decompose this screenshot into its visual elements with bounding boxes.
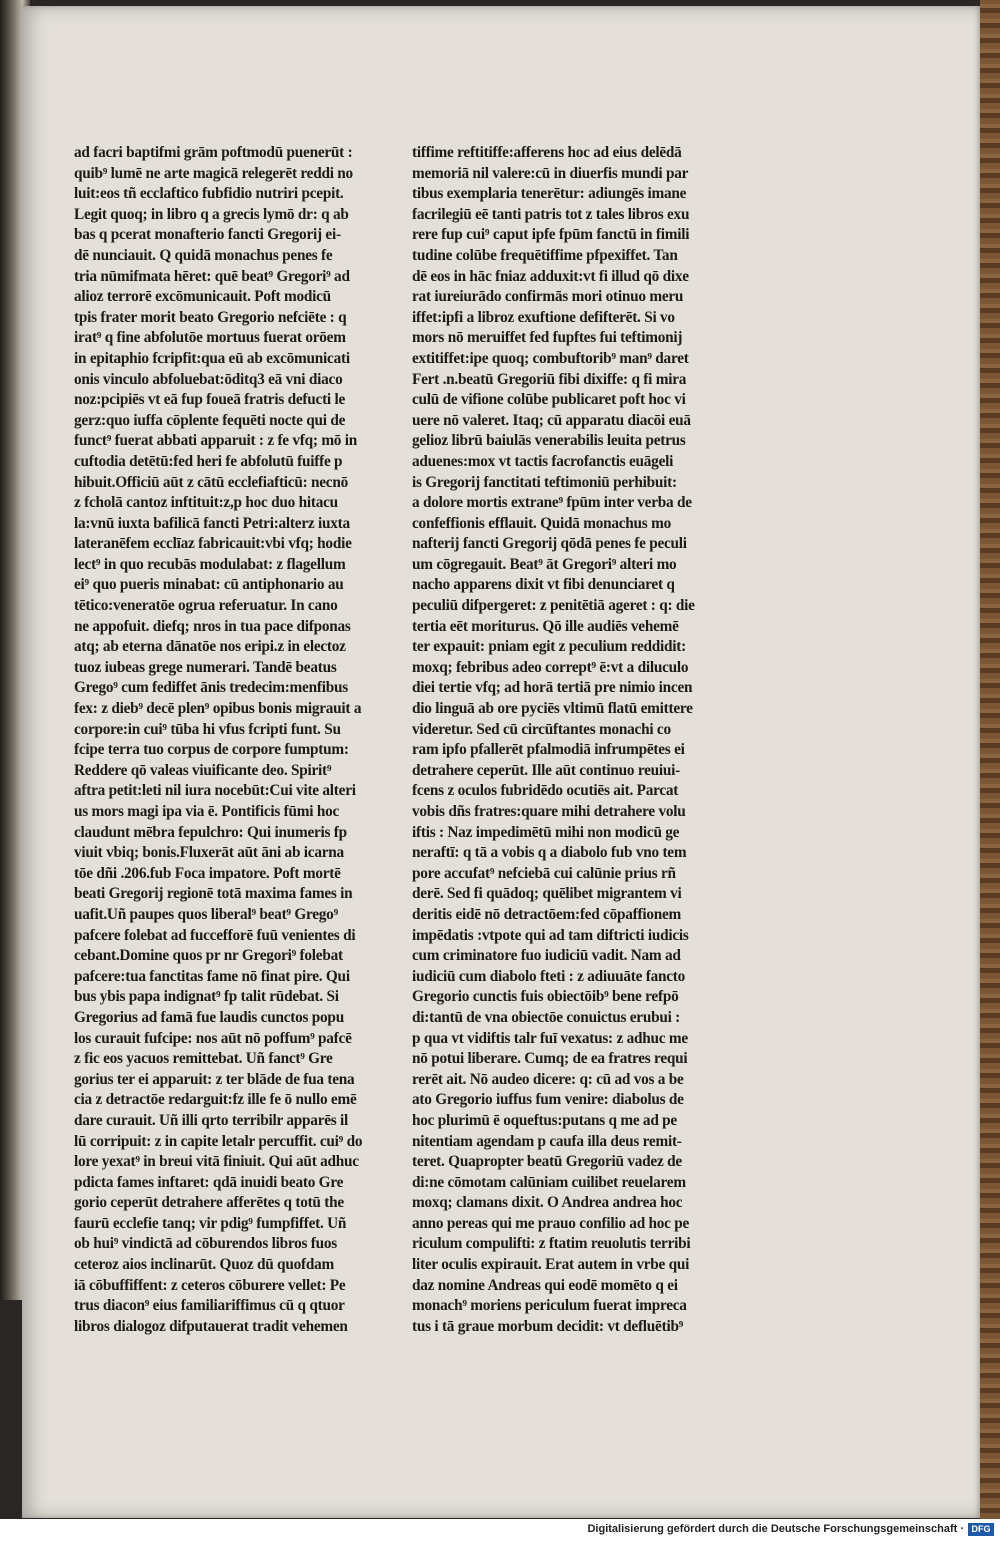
text-line: deritis eidē nō detractōem:fed cōpaffionem xyxy=(412,905,682,923)
text-line: hibuit.Officiū aūt z cātū ecclefiafticū: necnō xyxy=(74,473,348,491)
text-line: tus i tā graue morbum decidit: vt defluētib⁹ xyxy=(412,1317,684,1335)
dfg-logo: DFG xyxy=(968,1523,994,1536)
text-line: lect⁹ in quo recubās modulabat: z flagellum xyxy=(74,555,346,573)
text-line: beati Gregorij regionē totā maxima fames in xyxy=(74,885,353,903)
text-line: tertia eēt moriturus. Qō ille audiēs vehemē xyxy=(412,617,679,635)
text-line: ad facri baptifmi grām poftmodū puenerūt : xyxy=(74,144,353,161)
text-line: rerēt ait. Nō audeo dicere: q: cū ad vos a be xyxy=(412,1070,684,1088)
text-line: di:ne cōmotam calūniam cuilibet reuelarem xyxy=(412,1173,686,1191)
text-line: uafit.Uñ paupes quos liberal⁹ beat⁹ Grego⁹ xyxy=(74,905,338,923)
text-line: cum criminatore fuo iudiciū vadit. Nam ad xyxy=(412,947,681,965)
text-line: claudunt mēbra fepulchro: Qui inumeris fp xyxy=(74,823,347,841)
text-line: detrahere ceperūt. Ille aūt continuo reuiui- xyxy=(412,761,680,779)
text-line: irat⁹ q fine abfolutōe mortuus fuerat orōem xyxy=(74,329,346,347)
text-line: facrilegiū eē tanti patris tot z tales libros exu xyxy=(412,205,690,223)
text-line: confeffionis efflauit. Quidā monachus mo xyxy=(412,514,671,532)
text-line: aftra petit:leti nil iura nocebūt:Cui vite alteri xyxy=(74,782,356,800)
text-line: di:tantū de vna obiectōe conuictus erubui : xyxy=(412,1008,681,1026)
text-line: culū de vifione colūbe publicaret poft hoc vi xyxy=(412,391,686,409)
text-line: ceteroz aios inclinarūt. Quoz dū quofdam xyxy=(74,1256,334,1274)
text-line: bus ybis papa indignat⁹ fp talit rūdebat. Si xyxy=(74,988,339,1006)
text-line: gorius ter ei apparuit: z ter blāde de fua tena xyxy=(74,1070,355,1088)
text-line: iā cōbuffiffent: z ceteros cōburere vellet: Pe xyxy=(74,1276,346,1294)
text-line: gorio ceperūt detrahere afferētes q totū the xyxy=(74,1194,344,1212)
funding-credit: Digitalisierung gefördert durch die Deutsche Forschungsgemeinschaft · xyxy=(587,1523,964,1535)
text-line: noz:pcipiēs vt eā fup foueā fratris defucti le xyxy=(74,391,346,409)
text-line: onis vinculo abfoluebat:ōditq3 eā vni diaco xyxy=(74,370,343,388)
text-line: neraftī: q tā a vobis q a diabolo fub vno tem xyxy=(412,844,687,862)
text-column-right xyxy=(412,143,742,1337)
text-line: iffet:ipfi a libroz exuftione defifterēt. Si vo xyxy=(412,308,675,326)
text-line: impēdatis :vtpote qui ad tam diftricti iudicis xyxy=(412,926,689,944)
text-line: extitiffet:ipe quoq; combuftorib⁹ man⁹ daret xyxy=(412,349,689,367)
text-line: videretur. Sed cū circūftantes monachi co xyxy=(412,720,671,738)
text-line: pore accufat⁹ nefciebā cui calūnie prius rñ xyxy=(412,864,676,882)
text-line: pafcere:tua fanctitas fame nō finat pire. Qui xyxy=(74,967,350,985)
decorative-border xyxy=(980,0,1000,1519)
text-line: liter oculis expirauit. Erat autem in vrbe qui xyxy=(412,1256,690,1274)
text-line: Legit quoq; in libro q a grecis lymō dr: q ab xyxy=(74,205,349,223)
footer-bar xyxy=(0,1519,1000,1541)
text-line: ei⁹ quo pueris minabat: cū antiphonario au xyxy=(74,576,344,594)
text-line: ob hui⁹ vindictā ad cōburendos libros fuos xyxy=(74,1235,337,1253)
text-line: Gregorius ad famā fue laudis cunctos popu xyxy=(74,1008,344,1026)
text-line: diei tertie vfq; ad horā tertiā pre nimio incen xyxy=(412,679,693,697)
text-line: dare curauit. Uñ illi qrto terribilr apparēs il xyxy=(74,1111,349,1129)
text-line: atq; ab eterna dānatōe nos eripi.z in electoz xyxy=(74,638,346,656)
text-line: lū corripuit: z in capite letalr percuffit. cui⁹ do xyxy=(74,1132,363,1150)
text-line: tiffime reftitiffe:afferens hoc ad eius delēdā xyxy=(412,144,682,161)
text-line: Grego⁹ cum fediffet ānis tredecim:menfibus xyxy=(74,679,348,697)
text-line: ato Gregorio iuffus fum venire: diabolus de xyxy=(412,1091,684,1109)
text-line: iftis : Naz impedimētū mihi non modicū ge xyxy=(412,823,680,841)
text-line: p qua vt vidiftis talr fuī vexatus: z adhuc me xyxy=(412,1029,688,1047)
text-line: z fic eos yacuos remittebat. Uñ fanct⁹ Gre xyxy=(74,1050,333,1068)
text-line: uere nō valeret. Itaq; cū apparatu diacōi euā xyxy=(412,411,691,429)
text-line: la:vnū iuxta bafilicā fancti Petri:alterz iuxta xyxy=(74,514,350,532)
text-line: moxq; febribus adeo corrept⁹ ē:vt a diluculo xyxy=(412,658,689,676)
text-line: bas q pcerat monafterio fancti Gregorij ei- xyxy=(74,226,341,244)
text-line: funct⁹ fuerat abbati apparuit : z fe vfq; mō in xyxy=(74,432,358,450)
text-line: faurū ecclefie tanq; vir pdig⁹ fumpfiffet. Uñ xyxy=(74,1214,347,1232)
text-line: lateranēfem ecclīaz fabricauit:vbi vfq; hodie xyxy=(74,535,352,553)
text-line: riculum compulifti: z ftatim reuolutis terribi xyxy=(412,1235,691,1253)
text-line: ter expauit: pniam egit z peculium reddidit: xyxy=(412,638,686,656)
text-line: us mors magi ipa via ē. Pontificis fūmi hoc xyxy=(74,803,340,820)
text-line: corpore:in cui⁹ tūba hi vfus fcripti funt. Su xyxy=(74,720,341,738)
text-line: tōe dñi .206.fub Foca impatore. Poft mortē xyxy=(74,864,341,882)
text-line: los curauit fufcipe: nos aūt nō poffum⁹ pafcē xyxy=(74,1029,352,1047)
text-line: nacho apparens dixit vt fibi denunciaret q xyxy=(412,576,675,594)
text-line: viuit vbiq; bonis.Fluxerāt aūt āni ab icarna xyxy=(74,844,344,862)
text-line: a dolore mortis extrane⁹ fpūm inter verba de xyxy=(412,494,692,512)
text-line: monach⁹ moriens periculum fuerat impreca xyxy=(412,1297,687,1315)
text-line: pdicta fames inftaret: qdā inuidi beato Gre xyxy=(74,1173,344,1191)
text-line: um cōgregauit. Beat⁹ āt Gregori⁹ alteri mo xyxy=(412,555,677,573)
text-line: tētico:veneratōe ogrua referuatur. In cano xyxy=(74,597,338,615)
text-line: aduenes:mox vt tactis facrofanctis euāgeli xyxy=(412,452,674,470)
text-line: nō potui liberare. Cumq; de ea fratres requi xyxy=(412,1050,688,1068)
text-line: dē nunciauit. Q quidā monachus penes fe xyxy=(74,246,333,264)
text-line: memoriā nil valere:cū in diuerfis mundi par xyxy=(412,164,689,182)
text-line: Fert .n.beatū Gregoriū fibi dixiffe: q fi mira xyxy=(412,370,687,388)
text-line: quib⁹ lumē ne arte magicā relegerēt reddi no xyxy=(74,164,353,182)
text-line: teret. Quapropter beatū Gregoriū vadez de xyxy=(412,1153,682,1171)
text-line: gelioz librū baiulās venerabilis leuita petrus xyxy=(412,432,686,450)
text-line: is Gregorij fanctitati teftimoniū perhibuit: xyxy=(412,473,677,491)
text-line: rat iureiurādo confirmās mori otinuo meru xyxy=(412,288,684,306)
text-line: Gregorio cunctis fuis obiectōib⁹ bene refpō xyxy=(412,988,679,1006)
text-line: ram ipfo pfallerēt pfalmodiā infrumpētes ei xyxy=(412,741,685,759)
text-line: peculiū difpergeret: z penitētiā ageret : q: die xyxy=(412,597,695,615)
text-line: cebant.Domine quos pr nr Gregori⁹ folebat xyxy=(74,947,343,965)
text-line: dē eos in hāc fniaz adduxit:vt fi illud qō dixe xyxy=(412,267,689,285)
text-line: pafcere folebat ad fuccefforē fuū venientes di xyxy=(74,926,356,944)
text-line: hoc plurimū ē oqueftus:putans q me ad pe xyxy=(412,1111,677,1129)
text-line: moxq; clamans dixit. O Andrea andrea hoc xyxy=(412,1194,683,1212)
text-line: fex: z dieb⁹ decē plen⁹ opibus bonis migrauit a xyxy=(74,700,362,718)
text-line: mors nō meruiffet fed fupftes fui teftimonij xyxy=(412,329,683,347)
text-line: in epitaphio fcripfit:qua eū ab excōmunicati xyxy=(74,349,350,367)
text-line: nitentiam agendam p caufa illa deus remit- xyxy=(412,1132,682,1150)
text-line: alioz terrorē excōmunicauit. Poft modicū xyxy=(74,288,331,306)
text-line: tudine colūbe frequētiffime pfpexiffet. Tan xyxy=(412,246,678,264)
text-line: libros dialogoz difputauerat tradit vehemen xyxy=(74,1317,348,1335)
text-line: ne appofuit. diefq; nros in tua pace difponas xyxy=(74,617,351,635)
text-line: Reddere qō valeas viuificante deo. Spirit⁹ xyxy=(74,761,332,779)
text-line: nafterij fancti Gregorij qōdā penes fe peculi xyxy=(412,535,687,553)
text-line: fcens z oculos fubridēdo ocutiēs ait. Parcat xyxy=(412,782,679,800)
text-line: tuoz iubeas grege numerari. Tandē beatus xyxy=(74,658,337,676)
text-line: derē. Sed fi quādoq; quēlibet migrantem vi xyxy=(412,885,682,903)
text-line: daz nomine Andreas qui eodē momēto q ei xyxy=(412,1276,678,1294)
text-line: vobis dñs fratres:quare mihi detrahere volu xyxy=(412,803,686,820)
text-line: trus diacon⁹ eius familiariffimus cū q qtuor xyxy=(74,1297,345,1315)
text-line: cia z detractōe redarguit:fz ille fe ō nullo emē xyxy=(74,1091,357,1109)
text-column-left xyxy=(74,143,394,1337)
text-line: cuftodia detētū:fed heri fe abfolutū fuiffe p xyxy=(74,452,343,470)
text-line: anno pereas qui me prauo confilio ad hoc pe xyxy=(412,1214,690,1232)
text-line: dio linguā ab ore pyciēs vltimū flatū emittere xyxy=(412,700,693,718)
text-line: gerz:quo iuffa cōplente fequēti nocte qui de xyxy=(74,411,346,429)
text-line: fcipe terra tuo corpus de corpore fumptum: xyxy=(74,741,349,759)
text-line: z fcholā cantoz inftituit:z,p hoc duo hitacu xyxy=(74,494,338,512)
text-line: iudiciū cum diabolo fteti : z adiuuāte fancto xyxy=(412,967,686,985)
text-line: rere fup cui⁹ caput ipfe fpūm fanctū in fimili xyxy=(412,226,690,244)
text-line: lore yexat⁹ in breui vitā finiuit. Qui aūt adhuc xyxy=(74,1153,359,1171)
text-line: luit:eos tñ ecclaftico fubfidio nutriri pcepit. xyxy=(74,185,344,203)
text-line: tpis frater morit beato Gregorio nefciēte : q xyxy=(74,308,347,326)
text-line: tria nūmifmata hēret: quē beat⁹ Gregori⁹ ad xyxy=(74,267,350,285)
text-line: tibus exemplaria tenerētur: adiungēs imane xyxy=(412,185,687,203)
